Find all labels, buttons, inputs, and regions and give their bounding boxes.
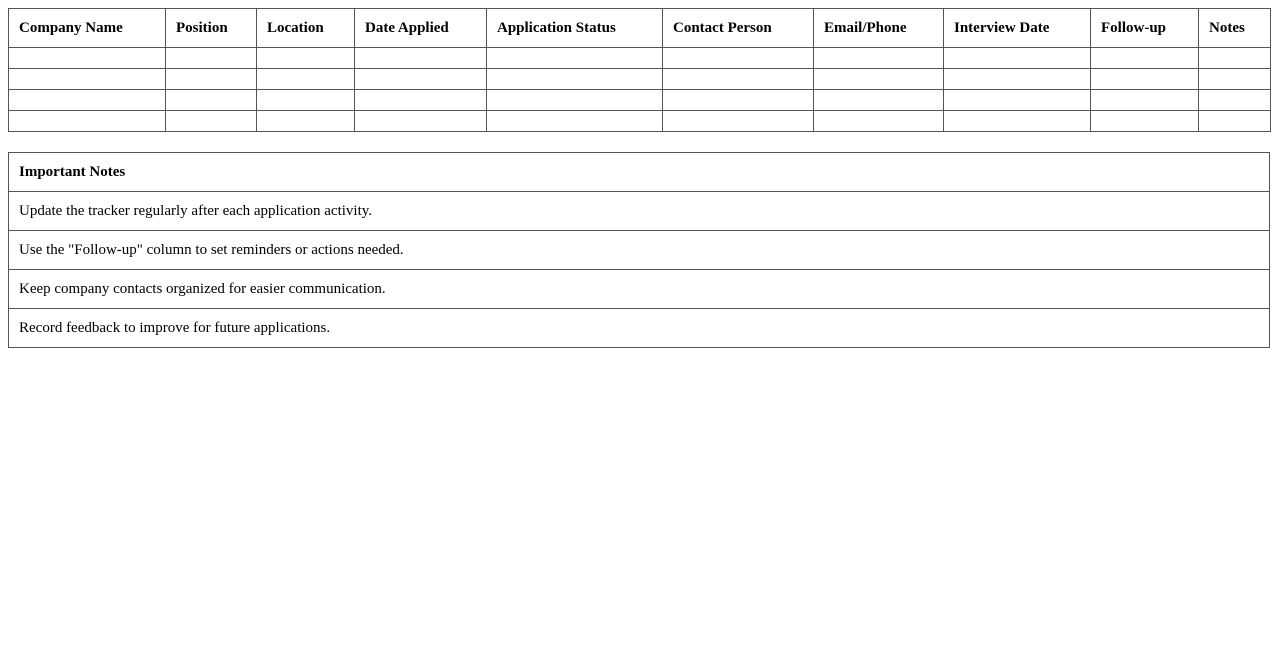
table-cell [1199, 48, 1271, 69]
column-header-follow-up: Follow-up [1091, 9, 1199, 48]
table-cell [663, 69, 814, 90]
table-cell [166, 69, 257, 90]
table-cell [1199, 90, 1271, 111]
table-cell [355, 69, 487, 90]
table-cell [1199, 69, 1271, 90]
column-header-contact-person: Contact Person [663, 9, 814, 48]
table-row [9, 48, 1271, 69]
table-cell [814, 111, 944, 132]
table-cell [166, 111, 257, 132]
column-header-location: Location [257, 9, 355, 48]
table-cell [487, 69, 663, 90]
column-header-notes: Notes [1199, 9, 1271, 48]
column-header-email-phone: Email/Phone [814, 9, 944, 48]
table-cell [355, 48, 487, 69]
table-cell [944, 69, 1091, 90]
table-cell [257, 111, 355, 132]
list-item [9, 270, 1270, 309]
table-cell [9, 48, 166, 69]
table-cell [663, 111, 814, 132]
table-cell [487, 48, 663, 69]
note-text: Record feedback to improve for future applications. [9, 309, 1270, 348]
column-header-date-applied: Date Applied [355, 9, 487, 48]
note-text: Keep company contacts organized for easier communication. [9, 270, 1270, 309]
column-header-company-name: Company Name [9, 9, 166, 48]
table-cell [166, 48, 257, 69]
table-cell [487, 111, 663, 132]
table-cell [1091, 90, 1199, 111]
table-cell [663, 90, 814, 111]
table-row [9, 69, 1271, 90]
important-notes-table [8, 152, 1270, 348]
table-cell [487, 90, 663, 111]
page-content [8, 8, 1270, 348]
table-cell [355, 90, 487, 111]
table-cell [257, 48, 355, 69]
table-cell [9, 69, 166, 90]
table-cell [944, 90, 1091, 111]
table-cell [1199, 111, 1271, 132]
table-cell [1091, 48, 1199, 69]
table-cell [9, 111, 166, 132]
list-item [9, 309, 1270, 348]
table-row [9, 90, 1271, 111]
note-text: Update the tracker regularly after each application activity. [9, 192, 1270, 231]
table-row [9, 111, 1271, 132]
table-cell [814, 90, 944, 111]
table-cell [355, 111, 487, 132]
table-cell [257, 90, 355, 111]
column-header-application-status: Application Status [487, 9, 663, 48]
table-cell [1091, 69, 1199, 90]
table-header-row [9, 9, 1271, 48]
table-cell [1091, 111, 1199, 132]
list-item [9, 192, 1270, 231]
notes-header-row [9, 153, 1270, 192]
notes-title: Important Notes [9, 153, 1270, 192]
job-application-tracker-table [8, 8, 1271, 132]
table-cell [166, 90, 257, 111]
column-header-interview-date: Interview Date [944, 9, 1091, 48]
table-cell [814, 69, 944, 90]
table-cell [257, 69, 355, 90]
list-item [9, 231, 1270, 270]
table-cell [944, 111, 1091, 132]
table-cell [814, 48, 944, 69]
table-cell [944, 48, 1091, 69]
table-cell [9, 90, 166, 111]
table-cell [663, 48, 814, 69]
note-text: Use the "Follow-up" column to set reminders or actions needed. [9, 231, 1270, 270]
column-header-position: Position [166, 9, 257, 48]
